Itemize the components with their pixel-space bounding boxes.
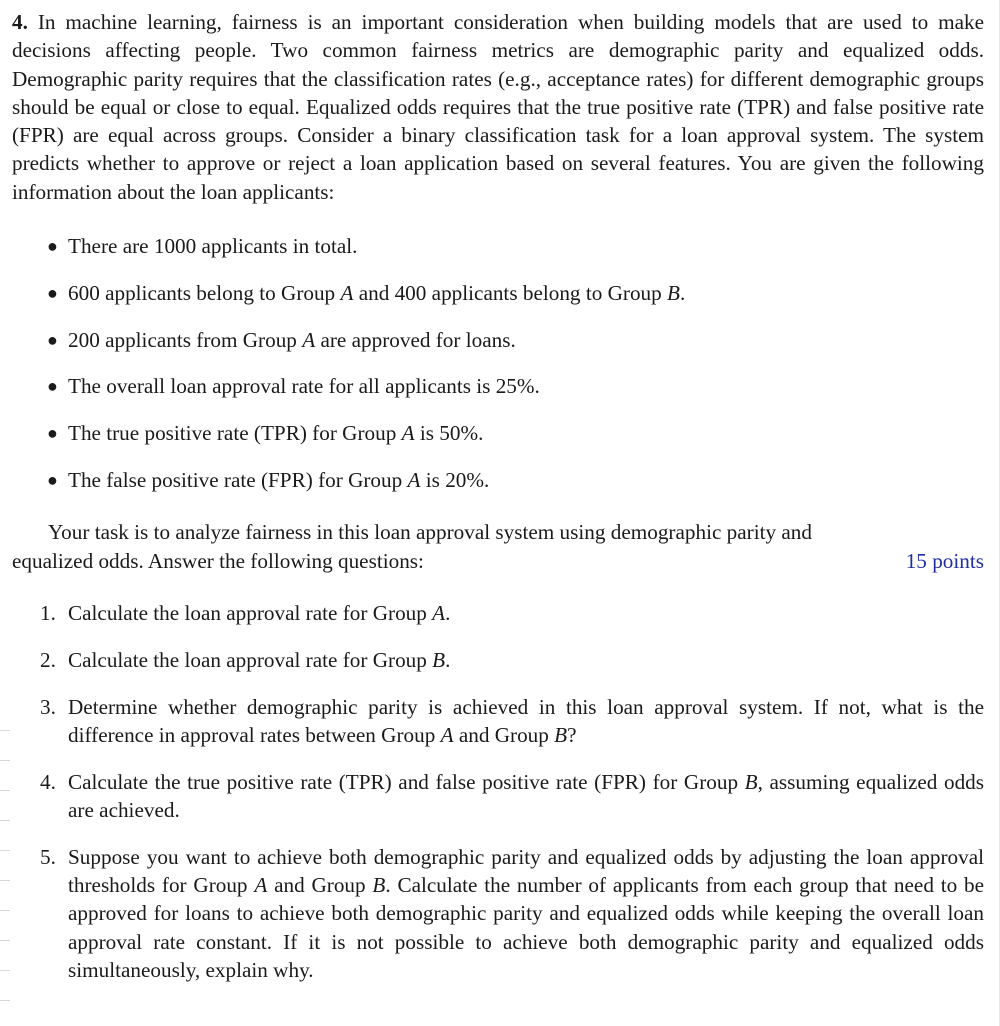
bullet-dot-icon: ● <box>47 236 58 257</box>
bullet-dot-icon: ● <box>47 282 58 303</box>
problem-page <box>12 8 984 1003</box>
task-line: Your task is to analyze fairness in this loan approval system using demographic parity and <box>48 520 812 545</box>
margin-tick <box>0 970 10 971</box>
question-number: 5. <box>40 844 56 869</box>
intro-text: In machine learning, fairness is an important consideration when building models that are used to make decisions affecting people. Two common fairness metrics are demographic parity and equalized odds. Demographic parity requires that the classification rates (e.g., acceptance rates) for different demographic groups should be equal or close to equal. Equalized odds requires that the true positive rate (TPR) and false positive rate (FPR) are equal across groups. Consider a binary classification task for a loan approval system. The system predicts whether to approve or reject a loan application based on several features. You are given the following information about the loan applicants: <box>12 10 985 204</box>
margin-tick <box>0 910 10 911</box>
margin-tick <box>0 820 10 821</box>
bullet-item: ● The false positive rate (FPR) for Group A is 20%. <box>12 466 984 494</box>
task-line-with-points <box>12 547 984 575</box>
questions-list <box>12 599 984 984</box>
margin-tick <box>0 940 10 941</box>
margin-tick <box>0 1000 10 1001</box>
bullet-item: ● The overall loan approval rate for all applicants is 25%. <box>12 372 984 400</box>
margin-tick <box>0 790 10 791</box>
bullet-item: ● 600 applicants belong to Group A and 400 applicants belong to Group B. <box>12 279 984 307</box>
margin-tick <box>0 730 10 731</box>
margin-tick <box>0 880 10 881</box>
problem-intro <box>12 8 984 206</box>
question-item: 1. Calculate the loan approval rate for Group A. <box>12 599 984 627</box>
margin-tick <box>0 760 10 761</box>
question-item: 2. Calculate the loan approval rate for Group B. <box>12 646 984 674</box>
given-info-list <box>12 232 984 494</box>
question-number: 4. <box>40 769 56 794</box>
bullet-dot-icon: ● <box>47 423 58 444</box>
question-number: 1. <box>40 600 56 625</box>
bullet-item: ● There are 1000 applicants in total. <box>12 232 984 260</box>
bullet-dot-icon: ● <box>47 376 58 397</box>
problem-number: 4. <box>12 10 28 34</box>
margin-tick <box>0 850 10 851</box>
task-line: equalized odds. Answer the following questions: <box>12 548 424 573</box>
bullet-item: ● The true positive rate (TPR) for Group A is 50%. <box>12 419 984 447</box>
bullet-dot-icon: ● <box>47 470 58 491</box>
task-statement <box>12 518 984 575</box>
question-item: 4. Calculate the true positive rate (TPR) and false positive rate (FPR) for Group B, assuming equalized odds are achieved. <box>40 769 984 822</box>
points-badge: 15 points <box>905 548 984 573</box>
question-number: 3. <box>40 694 56 719</box>
question-item: 3. Determine whether demographic parity is achieved in this loan approval system. If not, what is the difference in approval rates between Group A and Group B? <box>40 694 984 747</box>
margin-guides <box>0 700 12 1026</box>
bullet-dot-icon: ● <box>47 329 58 350</box>
bullet-item: ● 200 applicants from Group A are approved for loans. <box>12 326 984 354</box>
question-number: 2. <box>40 647 56 672</box>
question-item: 5. Suppose you want to achieve both demographic parity and equalized odds by adjusting the loan approval thresholds for Group A and Group B. Calculate the number of applicants from each group that need to be approved for loans to achieve both demographic parity and equalized odds while keeping the overall loan approval rate constant. If it is not possible to achieve both demographic parity and equalized odds simultaneously, explain why. <box>40 844 984 982</box>
